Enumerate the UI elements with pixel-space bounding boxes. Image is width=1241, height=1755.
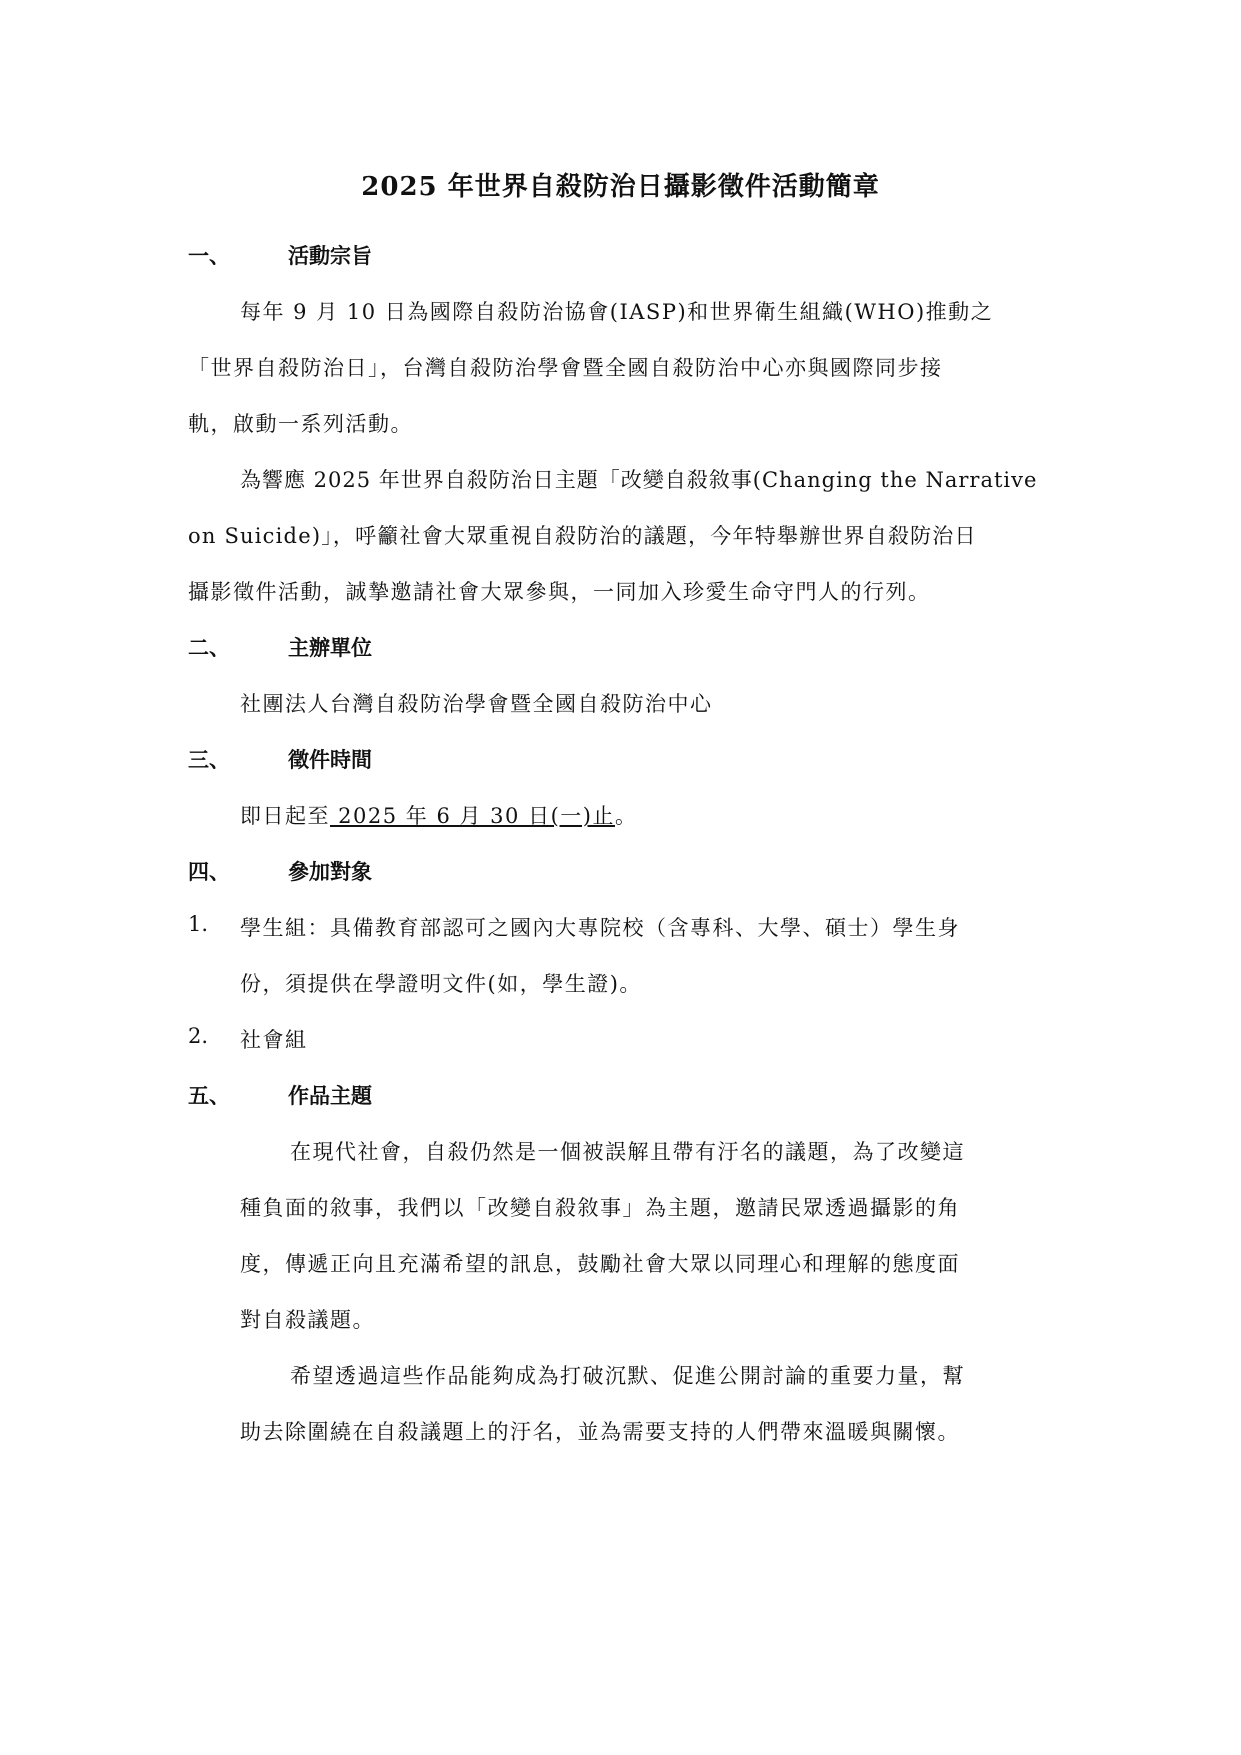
section-title: 作品主題 [288,1083,372,1108]
section-title: 主辦單位 [288,635,372,660]
paragraph-line: 對自殺議題。 [240,1308,375,1332]
paragraph-line: 在現代社會，自殺仍然是一個被誤解且帶有汙名的議題，為了改變這 [290,1140,965,1164]
paragraph-line: 軌，啟動一系列活動。 [188,412,413,436]
section-title: 參加對象 [288,859,372,884]
paragraph-line: 度，傳遞正向且充滿希望的訊息，鼓勵社會大眾以同理心和理解的態度面 [240,1252,960,1276]
paragraph-line: 「世界自殺防治日」，台灣自殺防治學會暨全國自殺防治中心亦與國際同步接 [188,356,943,380]
paragraph-line: 種負面的敘事，我們以「改變自殺敘事」為主題，邀請民眾透過攝影的角 [240,1196,960,1220]
period-date: 2025 年 6 月 30 日(一)止 [330,804,615,828]
section-number: 四、 [188,859,230,884]
section-number: 二、 [188,635,230,660]
paragraph-line: 每年 9 月 10 日為國際自殺防治協會(IASP)和世界衛生組織(WHO)推動之 [240,300,994,324]
section-heading-purpose [188,240,372,270]
section-number: 五、 [188,1083,230,1108]
section-title: 活動宗旨 [288,243,372,268]
page-title: 2025 年世界自殺防治日攝影徵件活動簡章 [361,172,880,202]
paragraph-line: on Suicide)」，呼籲社會大眾重視自殺防治的議題，今年特舉辦世界自殺防治日 [188,524,977,548]
list-item-line: 學生組：具備教育部認可之國內大專院校（含專科、大學、碩士）學生身 [240,916,960,940]
period-text [240,800,637,830]
paragraph-line: 助去除圍繞在自殺議題上的汙名，並為需要支持的人們帶來溫暖與關懷。 [240,1420,960,1444]
section-title: 徵件時間 [288,747,372,772]
paragraph-line: 攝影徵件活動，誠摯邀請社會大眾參與，一同加入珍愛生命守門人的行列。 [188,580,931,604]
organizer-text: 社團法人台灣自殺防治學會暨全國自殺防治中心 [240,692,713,716]
section-number: 一、 [188,243,230,268]
paragraph-line: 為響應 2025 年世界自殺防治日主題「改變自殺敘事(Changing the Narrative [240,468,1038,492]
list-number: 2. [188,1024,209,1048]
section-heading-organizer [188,632,372,662]
period-prefix: 即日起至 [240,804,330,828]
list-number: 1. [188,912,209,936]
section-number: 三、 [188,747,230,772]
list-item-line: 份，須提供在學證明文件(如，學生證)。 [240,972,642,996]
section-heading-theme [188,1080,372,1110]
list-item-line: 社會組 [240,1028,308,1052]
section-heading-eligibility [188,856,372,886]
period-suffix: 。 [614,804,638,828]
section-heading-period [188,744,372,774]
paragraph-line: 希望透過這些作品能夠成為打破沉默、促進公開討論的重要力量，幫 [290,1364,965,1388]
